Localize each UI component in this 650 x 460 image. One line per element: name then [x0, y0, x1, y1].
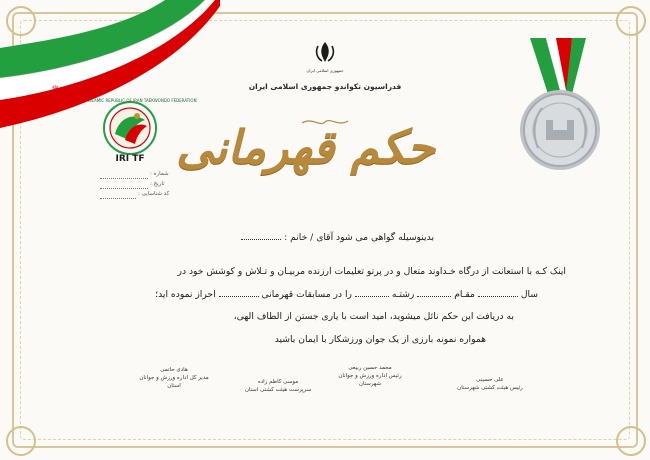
signer-name: علی حسینی — [476, 377, 504, 383]
number-label: شماره : — [150, 171, 169, 177]
signer-role-2: استان — [167, 383, 181, 389]
date-label: تاریخ : — [150, 181, 165, 187]
silver-medal-icon — [508, 38, 608, 178]
taekwondo-federation-logo — [95, 100, 165, 156]
signer-role-2: شهرستان — [358, 381, 382, 387]
signer-name: محمد حسین ربیعی — [348, 365, 392, 371]
achieved-label: احراز نموده اید؛ — [155, 289, 216, 300]
recipient-name-field — [241, 231, 281, 240]
signature-block — [228, 378, 328, 394]
logo-label: IRI TF — [115, 154, 145, 164]
signer-role: رئیس هیئت کشتی شهرستان — [457, 385, 523, 391]
signer-role: رئیس اداره ورزش و جوانان — [338, 373, 402, 379]
code-field — [100, 198, 136, 199]
title-ornament-icon — [300, 117, 350, 127]
year-label: سال — [520, 289, 538, 300]
signer-name: هادی حاتمی — [160, 367, 188, 373]
recipient-line — [226, 231, 434, 243]
year-field — [478, 288, 518, 297]
svg-text:☫: ☫ — [52, 84, 59, 92]
code-label: کد شناسایی : — [138, 191, 170, 197]
discipline-label: رشتـه — [391, 289, 415, 300]
body-line-5: همواره نمونه بارزی از یک جوان ورزشکار با ایمان باشید — [274, 334, 486, 345]
iran-emblem-icon — [312, 40, 338, 66]
signer-name: موسی کاظم زاده — [257, 379, 299, 385]
emblem-caption: جمهوری اسلامی ایران — [306, 68, 344, 73]
body-line-3 — [130, 288, 538, 300]
certificate-title: حکم قهرمانی — [176, 120, 435, 174]
rank-label: مقـام — [454, 289, 475, 300]
corner-ornament-bottom-left — [6, 426, 36, 456]
signature-block — [440, 376, 540, 392]
competition-label: را در مسابقات قهرمانی — [261, 289, 352, 300]
corner-ornament-bottom-right — [616, 426, 646, 456]
federation-name: فدراسیون تکواندو جمهوری اسلامی ایران — [248, 82, 402, 91]
rank-field — [417, 288, 451, 297]
signer-role: مدیر کل اداره ورزش و جوانان — [139, 375, 209, 381]
number-field — [100, 178, 148, 179]
signer-role: سرپرست هیئت کشتی استان — [244, 387, 312, 393]
logo-ring-text: ISLAMIC REPUBLIC OF IRAN TAEKWONDO FEDERATION — [88, 98, 197, 103]
body-line-4: به دریافت این حکم نائل میشوید، امید است با یاری جستن از الطاف الهی، — [233, 311, 514, 322]
corner-ornament-top-right — [616, 6, 646, 36]
competition-field — [219, 288, 259, 297]
date-field — [100, 188, 148, 189]
signature-block — [320, 364, 420, 388]
recipient-label: بدینوسیله گواهی می شود آقای / خانم : — [284, 232, 434, 243]
discipline-field — [355, 288, 389, 297]
signature-block — [124, 366, 224, 390]
body-line-2: اینک کـه با استعانت از درگاه خـداوند متعال و در پرتو تعلیمات ارزنده مربیـان و تـلاش و کوشش خود در — [177, 266, 566, 277]
